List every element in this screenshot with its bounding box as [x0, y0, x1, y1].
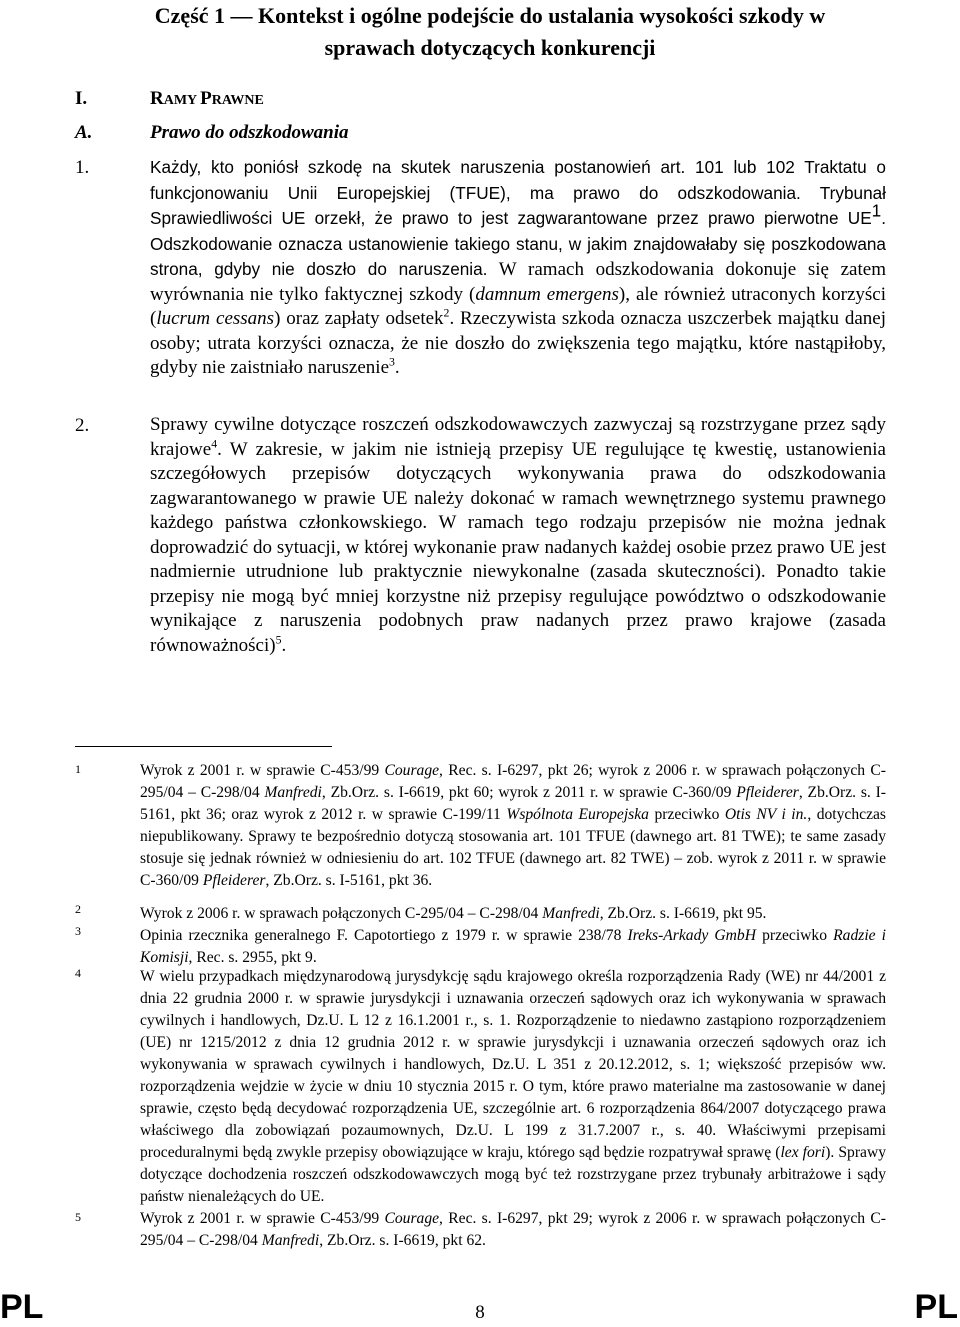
footnote-ref-4[interactable]: 4 [211, 437, 218, 451]
footnote-number-2: 2 [75, 902, 81, 916]
footnote-5: Wyrok z 2001 r. w sprawie C-453/99 Courage, Rec. s. I-6297, pkt 29; wyrok z 2006 r. w sprawach połączonych C-295/04 – C-298/04 Manfredi, Zb.Orz. s. I-6619, pkt 62. [140, 1210, 886, 1249]
subsection-letter: A. [75, 122, 93, 143]
footnote-ref-2[interactable]: 2 [443, 306, 450, 320]
footnote-ref-5[interactable]: 5 [275, 633, 282, 647]
paragraph-number-1: 1. [75, 157, 90, 178]
footnote-separator [75, 746, 332, 747]
footnote-3: Opinia rzecznika generalnego F. Capotortiego z 1979 r. w sprawie 238/78 Ireks-Arkady GmbH przeciwko Radzie i Komisji, Rec. s. 2955, pkt 9. [140, 927, 886, 966]
footer-language-right: PL [914, 1288, 958, 1326]
footnote-ref-1[interactable]: 1 [871, 200, 882, 221]
footnote-1: Wyrok z 2001 r. w sprawie C-453/99 Courage, Rec. s. I-6297, pkt 26; wyrok z 2006 r. w sprawach połączonych C-295/04 – C-298/04 Manfredi, Zb.Orz. s. I-6619, pkt 60; wyrok z 2011 r. w sprawie C-360/09 Pfleiderer, Zb.Orz. s. I-5161, pkt 36; oraz wyrok z 2012 r. w sprawie C-199/11 Wspólnota Europejska przeciwko Otis NV i in., dotychczas niepublikowany. Sprawy te bezpośrednio dotyczą stosowania art. 101 TFUE (dawnego art. 81 TWE); te same zasady stosuje się jednak również w odniesieniu do art. 102 TFUE (dawnego art. 82 TWE) – zob. wyrok z 2011 r. w sprawie C-360/09 Pfleiderer, Zb.Orz. s. I-5161, pkt 36. [140, 762, 886, 889]
section-heading: RAMY PRAWNE [150, 88, 264, 109]
footnote-2: Wyrok z 2006 r. w sprawach połączonych C-295/04 – C-298/04 Manfredi, Zb.Orz. s. I-6619, pkt 95. [140, 905, 767, 922]
footnote-ref-3[interactable]: 3 [389, 355, 395, 369]
footnote-number-3: 3 [75, 924, 81, 938]
paragraph-number-2: 2. [75, 415, 90, 436]
page-title-line-2: sprawach dotyczących konkurencji [324, 35, 656, 60]
page-title [70, 0, 910, 64]
page-title-line-1: Część 1 — Kontekst i ogólne podejście do ustalania wysokości szkody w [154, 3, 826, 28]
footnote-number-1: 1 [75, 762, 81, 776]
paragraph-2: Sprawy cywilne dotyczące roszczeń odszkodowawczych zazwyczaj są rozstrzygane przez sądy krajowe$^4$. W zakresie, w jakim nie istnieją przepisy UE regulujące tę kwestię, ustanowienia szczegółowych przepisów dotyczących wykonywania prawa do odszkodowania zagwarantowanego w prawie UE należy dokonać w ramach wewnętrznego systemu prawnego każdego państwa członkowskiego. W ramach tego rodzaju przepisów nie można jednak doprowadzić do sytuacji, w której wykonanie praw nadanych każdej osobie przez prawo UE jest nadmiernie utrudnione lub praktycznie niewykonalne (zasada skuteczności). Ponadto takie przepisy nie mogą być mniej korzystne niż przepisy regulujące powództwo o odszkodowanie wynikające z naruszenia podobnych praw nadanych przez prawo krajowe (zasada równoważności)$^5$. [150, 414, 886, 656]
page-number: 8 [475, 1302, 485, 1323]
footnote-number-5: 5 [75, 1210, 81, 1224]
footnote-4: W wielu przypadkach międzynarodową jurysdykcję sądu krajowego określa rozporządzenia Rady (WE) nr 44/2001 z dnia 22 grudnia 2000 r. w sprawie jurysdykcji i uznawania orzeczeń sądowych oraz ich wykonywania w sprawach cywilnych i handlowych, Dz.U. L 12 z 16.1.2001 r., s. 1. Rozporządzenie to niedawno zastąpiono rozporządzeniem (UE) nr 1215/2012 z dnia 12 grudnia 2012 r. w sprawie jurysdykcji i uznawania orzeczeń sądowych oraz ich wykonywania w sprawach cywilnych i handlowych, Dz.U. L 351 z 20.12.2012, s. 1; większość przepisów ww. rozporządzenia wejdzie w życie w dniu 10 stycznia 2015 r. O tym, które prawo materialne ma zastosowanie w danej sprawie, często będą decydować rozporządzenia UE, szczególnie art. 6 rozporządzenia 864/2007 dotyczącego prawa właściwego dla zobowiązań pozaumownych, Dz.U. L 199 z 31.7.2007 r., s. 40. Właściwymi przepisami proceduralnymi będą zwykle przepisy obowiązujące w kraju, którego sąd będzie rozpatrywał sprawę (lex fori). Sprawy dotyczące dochodzenia roszczeń odszkodowawczych mogą być też rozstrzygane przez trybunały arbitrażowe i sądy państw nienależących do UE. [140, 968, 886, 1205]
paragraph-1: Każdy, kto poniósł szkodę na skutek naruszenia postanowień art. 101 lub 102 Traktatu o funkcjonowaniu Unii Europejskiej (TFUE), ma prawo do odszkodowania. Trybunał Sprawiedliwości UE orzekł, że prawo to jest zagwarantowane przez prawo pierwotne $UE^1$. Odszkodowanie oznacza ustanowienie takiego stanu, w jakim znajdowałaby się poszkodowana strona, gdyby nie doszło do naruszenia. W ramach odszkodowania dokonuje się zatem wyrównania nie tylko faktycznej szkody (damnum emergens), ale również utraconych korzyści (lucrum cessans) oraz zapłaty odsetek$^2$. Rzeczywista szkoda oznacza uszczerbek majątku danej osoby; utrata korzyści oznacza, że nie doszło do zwiększenia tego majątku, które nastąpiłoby, gdyby nie zaistniało naruszenie$^3$. [150, 157, 886, 378]
section-number: I. [75, 88, 88, 109]
footer-language-left: PL [0, 1288, 44, 1326]
subsection-title: Prawo do odszkodowania [150, 122, 349, 143]
footnote-number-4: 4 [75, 966, 81, 980]
